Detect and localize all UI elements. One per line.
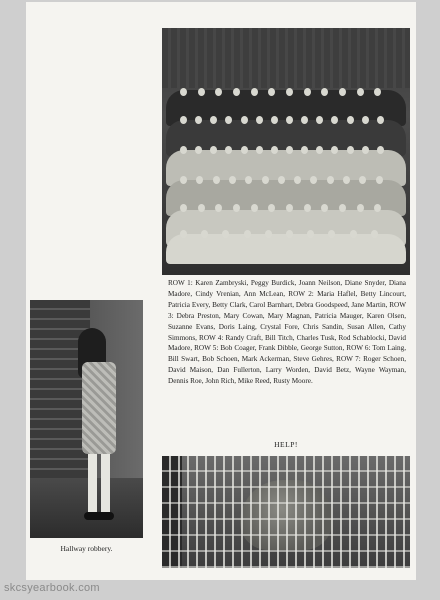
hallway-floor (30, 478, 143, 538)
face (286, 230, 293, 238)
face (251, 88, 258, 96)
face (256, 146, 263, 154)
face (241, 116, 248, 124)
face (377, 116, 384, 124)
face (376, 176, 383, 184)
face (286, 116, 293, 124)
face (377, 146, 384, 154)
face (180, 204, 187, 212)
gym-wall (162, 28, 410, 88)
group-photo-caption: ROW 1: Karen Zambryski, Peggy Burdick, Joann Neilson, Diane Snyder, Diana Madore, Cindy Vrenian, Ann McLean, ROW 2: Maria Haflel, Betty Lincourt, Patricia Every, Betty Clark, Carol Barnhart, Debra Goodspeed, Jane Martin, ROW 3: Debra Preston, Mary Cowan, Mary Magnan, Patricia Mauger, Karen Olsen, Suzanne Evans, Doris Laing, Crystal Fore, Chris Sandin, Susan Allen, Cathy Simmons, ROW 4: Randy Craft, Bill Titch, Charles Tusk, Rod Schablocki, David Madore, ROW 5: Bob Coager, Frank Dibble, George Sutton, ROW 6: Tom Laing, Bill Swart, Bob Schoen, Mark Ackerman, Steve Gehres, ROW 7: Roger Schoen, David Maison, Dan Fullerton, Larry Worden, David Betz, Wayne Wayman, Dennis Roe, John Rich, Mike Reed, Rusty Moore. (168, 279, 406, 386)
face (339, 204, 346, 212)
face (244, 230, 251, 238)
face (278, 176, 285, 184)
site-watermark: skcsyearbook.com (4, 582, 100, 594)
face (357, 204, 364, 212)
yearbook-page (26, 2, 416, 580)
face (271, 116, 278, 124)
crowd-row-front (166, 234, 406, 264)
face (262, 176, 269, 184)
face (343, 176, 350, 184)
face (180, 88, 187, 96)
face (339, 88, 346, 96)
face (251, 204, 258, 212)
girl-shoes (84, 512, 114, 520)
face (213, 176, 220, 184)
face (256, 116, 263, 124)
face (180, 176, 187, 184)
face (371, 230, 378, 238)
face (347, 146, 354, 154)
face (350, 230, 357, 238)
face (265, 230, 272, 238)
face (286, 88, 293, 96)
face (304, 204, 311, 212)
face (180, 146, 187, 154)
face (180, 116, 187, 124)
face (241, 146, 248, 154)
face (357, 88, 364, 96)
girl-legs (88, 454, 110, 514)
face (362, 116, 369, 124)
face (304, 88, 311, 96)
girl-dress (82, 362, 116, 454)
cage-bars (162, 456, 410, 568)
face (286, 204, 293, 212)
face (198, 88, 205, 96)
face (180, 230, 187, 238)
face (198, 204, 205, 212)
face (229, 176, 236, 184)
group-photo (162, 28, 410, 275)
hallway-photo-caption: Hallway robbery. (60, 544, 113, 553)
face (327, 176, 334, 184)
animal-cage-photo (162, 456, 410, 568)
face (233, 88, 240, 96)
face (271, 146, 278, 154)
animal-photo-title: HELP! (274, 440, 298, 449)
face (362, 146, 369, 154)
face (286, 146, 293, 154)
face (347, 116, 354, 124)
hallway-photo (30, 300, 143, 538)
face (233, 204, 240, 212)
